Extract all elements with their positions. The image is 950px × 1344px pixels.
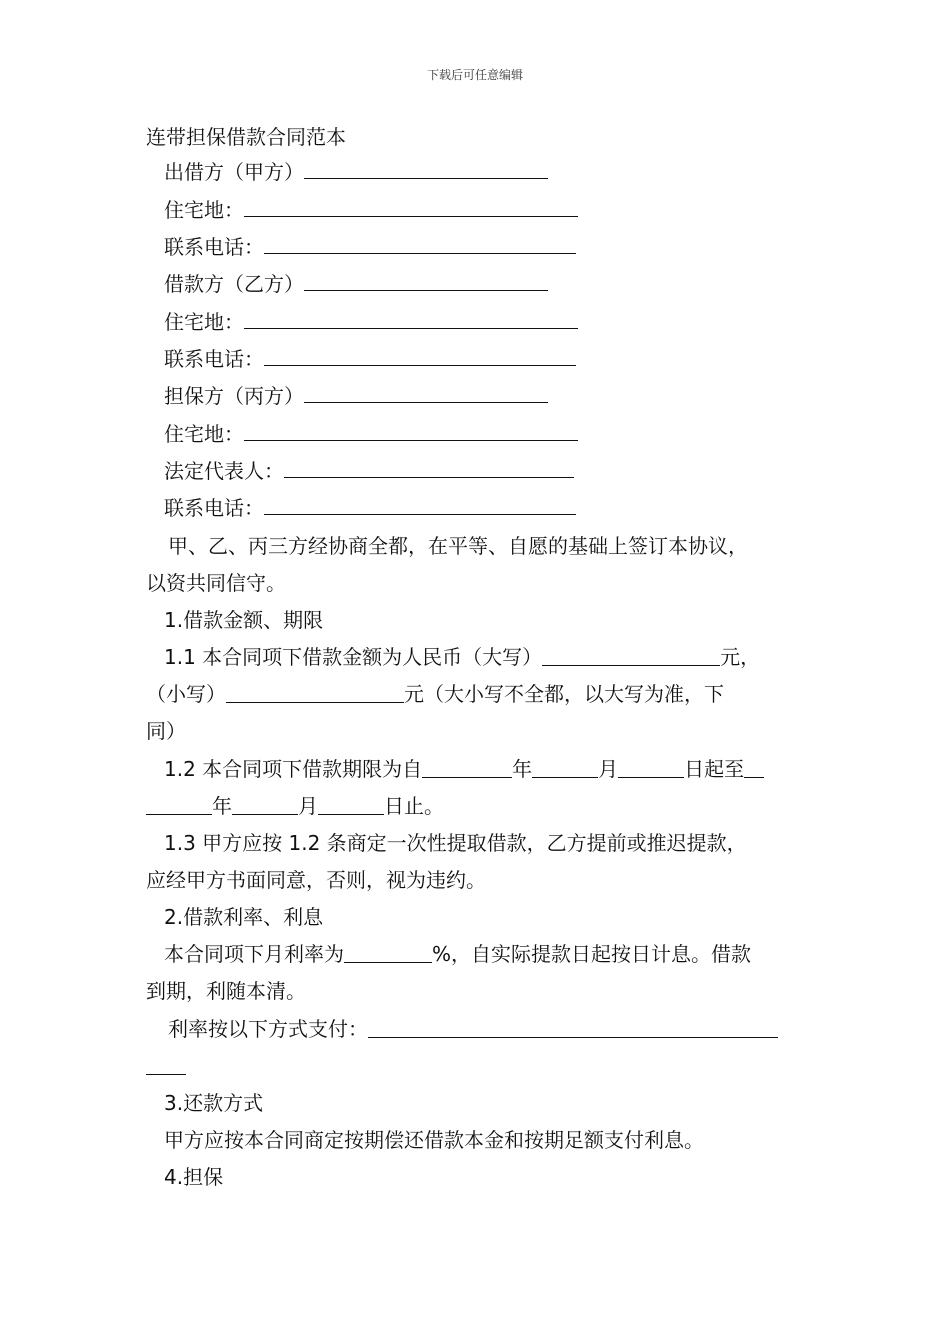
end-month-label: 月 <box>298 794 318 818</box>
intro-paragraph-line-2: 以资共同信守。 <box>146 571 286 595</box>
clause-1-1-text-d: 元（大小写不全都，以大写为准，下 <box>404 682 724 706</box>
clause-2-text-b: %，自实际提款日起按日计息。借款 <box>432 942 752 966</box>
party-c-representative-label: 法定代表人： <box>164 459 284 483</box>
page-header: 下载后可任意编辑 <box>426 68 523 82</box>
party-c-phone-label: 联系电话： <box>164 496 264 520</box>
party-c-address-line <box>164 420 578 448</box>
clause-1-1-line-3: 同） <box>146 719 186 743</box>
clause-3-line-1: 甲方应按本合同商定按期偿还借款本金和按期足额支付利息。 <box>164 1128 704 1152</box>
party-b-address-line <box>164 308 578 336</box>
party-b-phone-line <box>164 345 576 373</box>
end-year-blank-part-2 <box>146 794 212 815</box>
amount-lowercase-blank <box>226 682 404 703</box>
clause-1-2-text-a: 1.2 本合同项下借款期限为自 <box>164 757 423 781</box>
section-2-title: 2.借款利率、利息 <box>164 905 324 929</box>
clause-1-1-line-1 <box>164 643 760 671</box>
section-1-title: 1.借款金额、期限 <box>164 608 324 632</box>
clause-2-line-4 <box>146 1052 186 1080</box>
start-year-blank <box>422 757 512 778</box>
clause-1-1-text-a: 1.1 本合同项下借款金额为人民币（大写） <box>164 645 543 669</box>
monthly-rate-blank <box>344 942 432 963</box>
clause-1-1-text-c: （小写） <box>146 682 226 706</box>
start-month-label: 月 <box>598 757 619 781</box>
clause-1-1-line-2 <box>146 680 724 708</box>
party-a-blank <box>304 158 548 179</box>
party-a-address-blank <box>244 196 578 217</box>
start-year-label: 年 <box>512 757 533 781</box>
start-day-blank <box>618 757 684 778</box>
end-year-blank-part-1 <box>744 757 764 778</box>
end-year-label: 年 <box>212 794 232 818</box>
clause-2-text-d: 利率按以下方式支付： <box>168 1017 368 1041</box>
amount-uppercase-blank <box>542 645 720 666</box>
clause-1-2-line-1 <box>164 755 764 783</box>
party-a-label: 出借方（甲方） <box>164 160 304 184</box>
party-b-blank <box>304 270 548 291</box>
party-c-phone-blank <box>264 494 576 515</box>
document-title: 连带担保借款合同范本 <box>146 125 346 149</box>
clause-1-2-text-from: 日起至 <box>684 757 745 781</box>
party-c-blank <box>304 382 548 403</box>
clause-1-2-line-2 <box>146 792 444 820</box>
party-c-representative-line <box>164 457 574 485</box>
party-c-line <box>164 382 548 410</box>
party-a-phone-blank <box>264 233 576 254</box>
party-c-address-blank <box>244 420 578 441</box>
party-b-address-label: 住宅地： <box>164 310 244 334</box>
clause-1-1-text-b: 元， <box>720 645 761 669</box>
clause-1-3-line-2: 应经甲方书面同意，否则，视为违约。 <box>146 868 486 892</box>
clause-2-line-3 <box>168 1015 778 1043</box>
party-c-representative-blank <box>284 457 574 478</box>
clause-2-line-1 <box>164 940 751 968</box>
party-c-phone-line <box>164 494 576 522</box>
clause-2-line-2: 到期，利随本清。 <box>146 979 306 1003</box>
party-a-phone-label: 联系电话： <box>164 235 264 259</box>
party-a-address-line <box>164 196 578 224</box>
payment-method-blank-part-2 <box>146 1054 186 1075</box>
intro-paragraph-line-1: 甲、乙、丙三方经协商全都，在平等、自愿的基础上签订本协议， <box>168 534 748 558</box>
party-c-label: 担保方（丙方） <box>164 384 304 408</box>
payment-method-blank-part-1 <box>368 1017 778 1038</box>
end-day-blank <box>318 794 384 815</box>
party-b-label: 借款方（乙方） <box>164 272 304 296</box>
section-3-title: 3.还款方式 <box>164 1091 264 1115</box>
party-b-phone-blank <box>264 345 576 366</box>
party-a-address-label: 住宅地： <box>164 198 244 222</box>
party-b-address-blank <box>244 308 578 329</box>
start-month-blank <box>532 757 598 778</box>
section-4-title: 4.担保 <box>164 1165 224 1189</box>
party-b-phone-label: 联系电话： <box>164 347 264 371</box>
party-a-line <box>164 158 548 186</box>
clause-1-2-text-to: 日止。 <box>384 794 444 818</box>
party-b-line <box>164 270 548 298</box>
party-a-phone-line <box>164 233 576 261</box>
end-month-blank <box>232 794 298 815</box>
clause-2-text-a: 本合同项下月利率为 <box>164 942 344 966</box>
clause-1-3-line-1: 1.3 甲方应按 1.2 条商定一次性提取借款，乙方提前或推迟提款， <box>164 831 747 855</box>
party-c-address-label: 住宅地： <box>164 422 244 446</box>
